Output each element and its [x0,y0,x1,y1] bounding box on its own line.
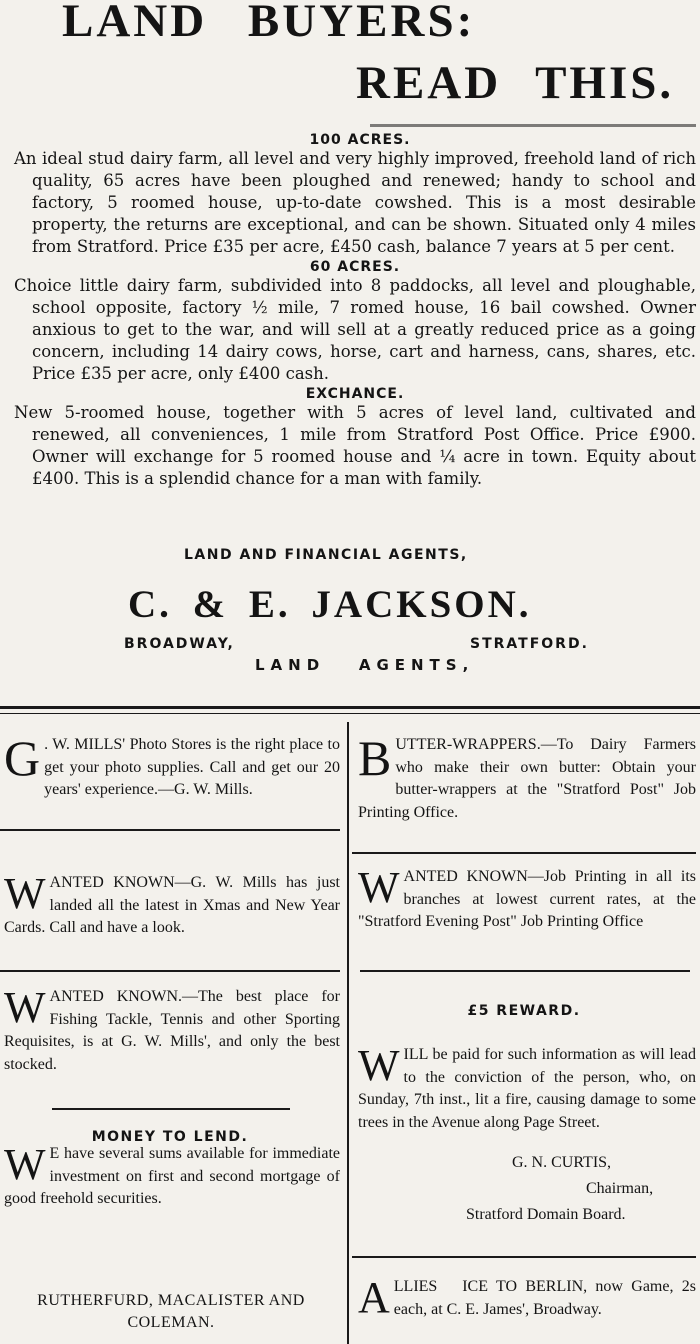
section-divider-top [0,706,700,709]
reward-heading: £5 REWARD. [467,1003,581,1019]
reward-ad [358,1041,696,1134]
section-divider-bottom [0,713,700,714]
headline-underline [370,124,696,127]
drop-cap: W [4,983,46,1032]
drop-cap: G [4,730,41,786]
reward-sig-title: Chairman, [586,1180,654,1197]
ad-divider [352,1256,696,1258]
ad-text: E have several sums available for immediate investment on first and second mortgage of good freehold securities. [4,1145,340,1207]
section-heading-60-acres: 60 ACRES. [309,259,401,275]
ad-text: ANTED KNOWN—Job Printing in all its branches at lowest current rates, at the "Stratford Evening Post" Job Printing Office [358,868,696,930]
address-stratford: STRATFORD. [470,636,589,652]
drop-cap: W [4,1140,46,1189]
money-signature: RUTHERFURD, MACALISTER AND COLEMAN. [37,1292,305,1331]
section-text-exchange: New 5-roomed house, together with 5 acres of level land, cultivated and renewed, all conveniences, 1 mile from Stratford Post Office. Price £900. Owner will exchange for 5 roomed house and ¼ acre in town. Equity about £400. This is a splendid chance for a man with family. [14,403,696,488]
ad-divider [0,970,340,972]
butter-wrappers-ad [358,730,696,824]
mills-photo-ad [4,730,340,802]
ad-text: ANTED KNOWN—G. W. Mills has just landed all the latest in Xmas and New Year Cards. Call and have a look. [4,874,340,936]
firm-name: C. & E. JACKSON. [128,583,532,626]
wanted-cards-ad [4,869,340,940]
section-heading-exchange: EXCHANCE. [305,386,405,402]
job-printing-ad [358,863,696,934]
ad-divider [52,1108,290,1110]
agents-line: LAND AND FINANCIAL AGENTS, [184,547,468,563]
land-agents-footer: LAND AGENTS, [255,656,475,674]
headline-land-buyers: LAND BUYERS: [62,0,476,47]
ad-text: ILL be paid for such information as will lead to the conviction of the person, who, on Sunday, 7th inst., lit a fire, causing damage to some trees in the Avenue along Page Street. [358,1046,696,1131]
drop-cap: B [358,730,392,786]
drop-cap: W [358,863,400,912]
column-divider [347,722,349,1344]
headline-read-this: READ THIS. [356,57,675,109]
allies-ad [358,1273,696,1322]
drop-cap: W [4,869,46,918]
drop-cap: A [358,1273,390,1322]
ad-text: . W. MILLS' Photo Stores is the right place to get your photo supplies. Call and get our 20 years' experience.—G. W. Mills. [44,736,340,798]
land-ad-body [14,132,696,490]
money-to-lend-ad [4,1140,340,1211]
section-text-100-acres: An ideal stud dairy farm, all level and very highly improved, freehold land of rich quality, 65 acres have been ploughed and renewed; handy to school and factory, 5 roomed house, up-to-date cowshed. This is a most desirable property, the returns are exceptional, and can be shown. Situated only 4 miles from Stratford. Price £35 per acre, £450 cash, balance 7 years at 5 per cent. [14,149,696,256]
drop-cap: W [358,1041,400,1090]
section-heading-100-acres: 100 ACRES. [309,132,411,148]
ad-text: UTTER-WRAPPERS.—To Dairy Farmers who make their own butter: Obtain your butter-wrappers at the "Stratford Post" Job Printing Office. [358,736,696,821]
address-broadway: BROADWAY, [124,636,235,652]
reward-sig-org: Stratford Domain Board. [466,1206,626,1223]
ad-divider [352,852,696,854]
ad-text: LLIES ‍ ‍ ICE TO BERLIN, now Game, 2s each, at C. E. James', Broadway. [393,1278,696,1318]
money-heading: MONEY TO LEND. [91,1129,249,1145]
reward-sig-name: G. N. CURTIS, [512,1154,612,1171]
ad-text: ANTED KNOWN.—The best place for Fishing Tackle, Tennis and other Sporting Requisites, is at G. W. Mills', and only the best stocked. [4,988,340,1073]
ad-divider [0,829,340,831]
wanted-fishing-ad [4,983,340,1076]
ad-divider [360,970,690,972]
section-text-60-acres: Choice little dairy farm, subdivided into 8 paddocks, all level and ploughable, school opposite, factory ½ mile, 7 romed house, 16 bail cowshed. Owner anxious to get to the war, and will sell at a greatly reduced price as a going concern, including 14 dairy cows, horse, cart and harness, cans, shares, etc. Price £35 per acre, only £400 cash. [14,276,696,383]
